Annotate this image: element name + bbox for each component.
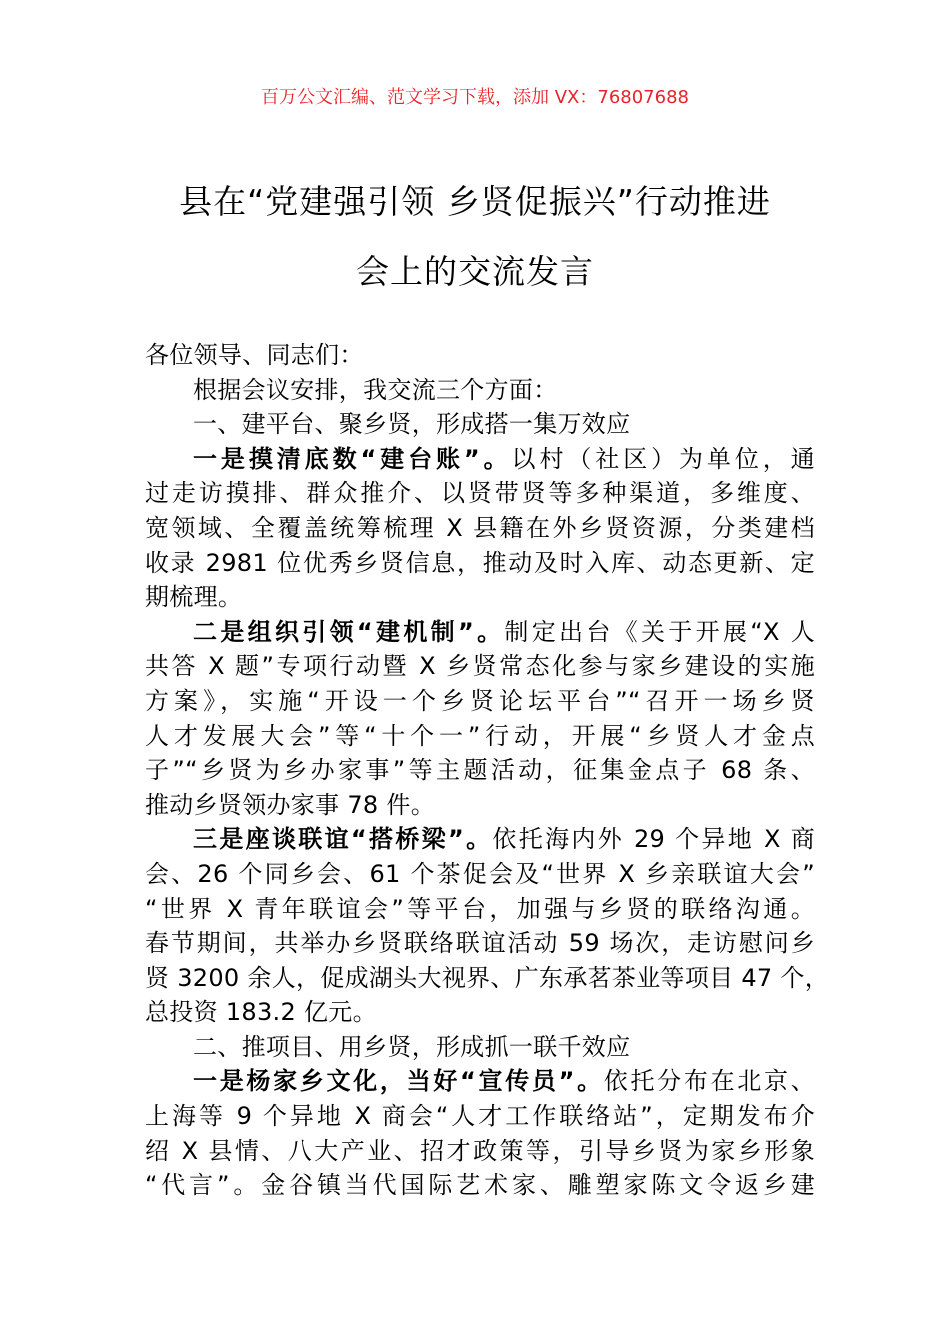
body-line: 各位领导、同志们： bbox=[145, 341, 364, 369]
body-line: “代言”。金谷镇当代国际艺术家、雕塑家陈文令返乡建 bbox=[145, 1171, 815, 1200]
line-text: 依托海内外 29 个异地 X 商 bbox=[492, 825, 815, 854]
bold-heading: 二是组织引领“建机制”。 bbox=[193, 617, 505, 646]
bold-heading: 一是摸清底数“建台账”。 bbox=[193, 444, 512, 473]
body-line: 收录 2981 位优秀乡贤信息，推动及时入库、动态更新、定 bbox=[145, 548, 815, 577]
paragraph-lead-line bbox=[145, 1064, 815, 1099]
document-title-line-1: 县在“党建强引领 乡贤促振兴”行动推进 bbox=[179, 182, 771, 221]
bold-heading: 三是座谈联谊“搭桥梁”。 bbox=[193, 825, 493, 854]
body-line: 二、推项目、用乡贤，形成抓一联千效应 bbox=[193, 1032, 631, 1061]
bold-heading: 一是杨家乡文化，当好“宣传员”。 bbox=[193, 1067, 604, 1096]
paragraph-lead-line bbox=[145, 615, 815, 650]
body-line: 会、26 个同乡会、61 个茶促会及“世界 X 乡亲联谊大会” bbox=[145, 859, 815, 888]
line-text: 制定出台《关于开展“X 人 bbox=[504, 617, 815, 646]
body-line: 根据会议安排，我交流三个方面： bbox=[193, 375, 558, 404]
line-text: 依托分布在北京、 bbox=[603, 1067, 815, 1096]
body-line: 方案》，实施“开设一个乡贤论坛平台”“召开一场乡贤 bbox=[145, 686, 815, 715]
paragraph-lead-line bbox=[145, 442, 815, 477]
document-body bbox=[145, 338, 830, 1203]
body-line: 总投资 183.2 亿元。 bbox=[145, 998, 377, 1027]
body-line: 贤 3200 余人，促成湖头大视界、广东承茗茶业等项目 47 个， bbox=[145, 963, 830, 992]
line-text: 以村（社区）为单位，通 bbox=[511, 444, 815, 473]
body-line: 春节期间，共举办乡贤联络联谊活动 59 场次，走访慰问乡 bbox=[145, 929, 815, 958]
document-title-line-2: 会上的交流发言 bbox=[356, 252, 594, 291]
body-line: 过走访摸排、群众推介、以贤带贤等多种渠道，多维度、 bbox=[145, 479, 815, 508]
body-line: 一、建平台、聚乡贤，形成搭一集万效应 bbox=[193, 410, 631, 439]
body-line: 绍 X 县情、八大产业、招才政策等，引导乡贤为家乡形象 bbox=[145, 1136, 815, 1165]
paragraph-lead-line bbox=[145, 822, 815, 857]
watermark-text: 百万公文汇编、范文学习下载，添加 VX：76807688 bbox=[261, 87, 689, 108]
body-line: “世界 X 青年联谊会”等平台，加强与乡贤的联络沟通。 bbox=[145, 894, 815, 923]
body-line: 子”“乡贤为乡办家事”等主题活动，征集金点子 68 条、 bbox=[145, 756, 815, 785]
body-line: 推动乡贤领办家事 78 件。 bbox=[145, 790, 435, 819]
body-line: 人才发展大会”等“十个一”行动，开展“乡贤人才金点 bbox=[145, 721, 815, 750]
body-line: 上海等 9 个异地 X 商会“人才工作联络站”，定期发布介 bbox=[145, 1102, 815, 1131]
body-line: 共答 X 题”专项行动暨 X 乡贤常态化参与家乡建设的实施 bbox=[145, 652, 815, 681]
body-line: 期梳理。 bbox=[145, 583, 243, 612]
body-line: 宽领域、全覆盖统筹梳理 X 县籍在外乡贤资源，分类建档 bbox=[145, 513, 815, 542]
